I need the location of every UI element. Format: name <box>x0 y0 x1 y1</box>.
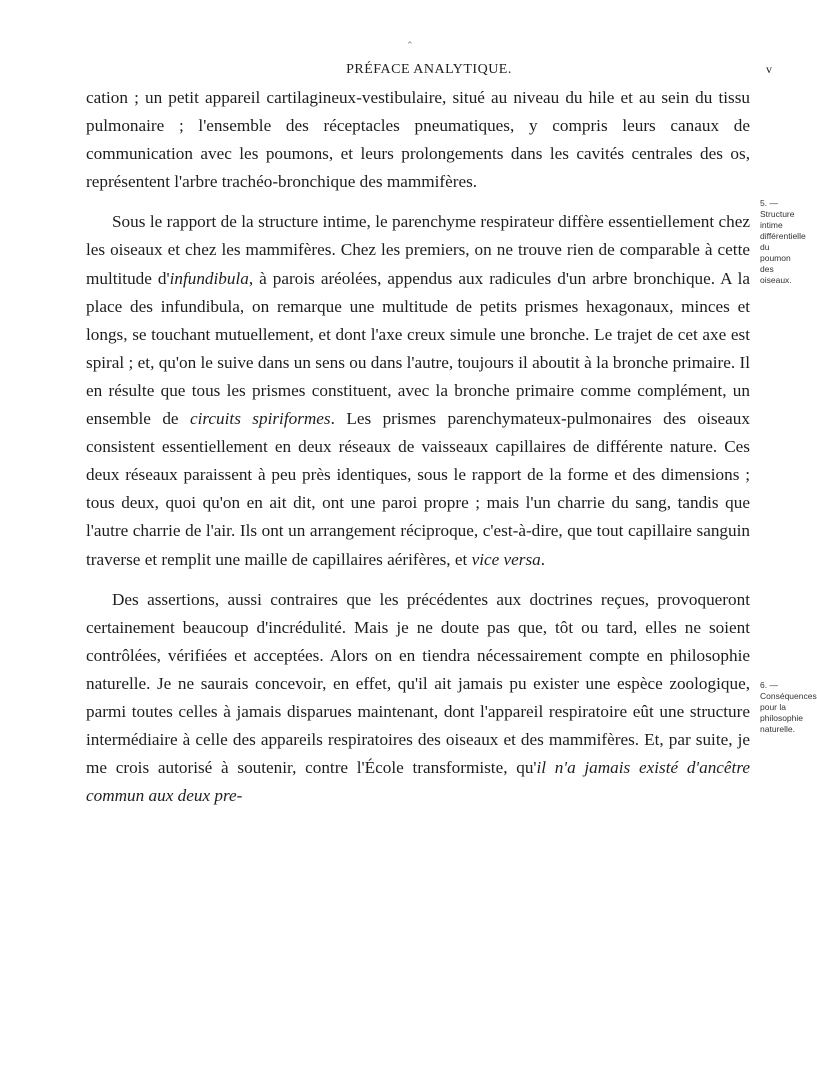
margin-note-5: 5. — Structure intime différentielle du poumon des oiseaux. <box>760 198 806 285</box>
page-title: PRÉFACE ANALYTIQUE. <box>346 62 512 77</box>
paragraph-1-text: cation ; un petit appareil cartilagineux-vestibulaire, situé au niveau du hile et au sein du tissu pulmonaire ; l'ensemble des réceptacles pneumatiques, y compris leurs canaux de communication avec les poumons, et leurs prolongements dans les cavités centrales des os, représentent l'arbre trachéo-bronchique des mammifères. <box>86 88 750 192</box>
p2-text-a: Sous le rapport de la structure intime, le parenchyme respirateur diffère essentiellement chez les oiseaux et chez les mammifères. Chez les premiers, on ne trouve rien de comparable à cette multitude d' <box>86 212 750 288</box>
p2-text-e: . Les prismes parenchymateux-pulmonaires des oiseaux consistent essentiellement en deux réseaux de vaisseaux capillaires de différente nature. Ces deux réseaux paraissent à peu près identiques, sous le rapport de la forme et des dimensions ; tous deux, quoi qu'on en ait dit, ont une paroi propre ; mais l'un charrie du sang, tandis que l'autre charrie de l'air. Ils ont un arrangement réciproque, c'est-à-dire, que tout capillaire sanguin traverse et remplit une maille de capillaires aérifères, et <box>86 409 750 569</box>
paragraph-structure <box>86 208 750 573</box>
p2-italic-vice-versa: vice versa <box>471 549 541 569</box>
p3-text-a: Des assertions, aussi contraires que les précédentes aux doctrines reçues, provoqueront certainement beaucoup d'incrédulité. Mais je ne doute pas que, tôt ou tard, elles ne soient contrôlées, vérifiées et acceptées. Alors on en tiendra nécessairement compte en philosophie naturelle. Je ne saurais concevoir, en effet, qu'il ait jamais pu exister une espèce zoologique, parmi toutes celles à jamais disparues maintenant, dont l'appareil respiratoire eût une structure intermédiaire à celle des appareils respiratoires des oiseaux et des mammifères. Et, par suite, je me crois autorisé à soutenir, contre l'École transformiste, qu' <box>86 589 750 778</box>
running-head <box>86 62 772 82</box>
p2-italic-infundibula: infundibula <box>169 268 249 288</box>
stray-mark: ⌃ <box>406 40 414 50</box>
p2-text-g: . <box>540 549 546 569</box>
paragraph-consequences <box>86 586 750 811</box>
paragraph-continuation <box>86 84 750 196</box>
main-text-column <box>86 84 750 810</box>
p2-italic-circuits: circuits spiriformes <box>189 409 331 429</box>
p3-italic-ending: il n'a jamais existé d'ancêtre commun aux deux pre- <box>86 758 750 806</box>
margin-note-6: 6. — Conséquences pour la philosophie naturelle. <box>760 680 817 734</box>
page-number: v <box>766 62 772 76</box>
p2-text-c: , à parois aréolées, appendus aux radicules d'un arbre bronchique. A la place des infundibula, on remarque une multitude de petits prismes hexagonaux, minces et longs, se touchant mutuellement, et dont l'axe creux simule une bronche. Le trajet de cet axe est spiral ; et, qu'on le suive dans un sens ou dans l'autre, toujours il aboutit à la bronche primaire. Il en résulte que tous les prismes constituent, avec la bronche primaire comme complément, un ensemble de <box>86 268 751 429</box>
